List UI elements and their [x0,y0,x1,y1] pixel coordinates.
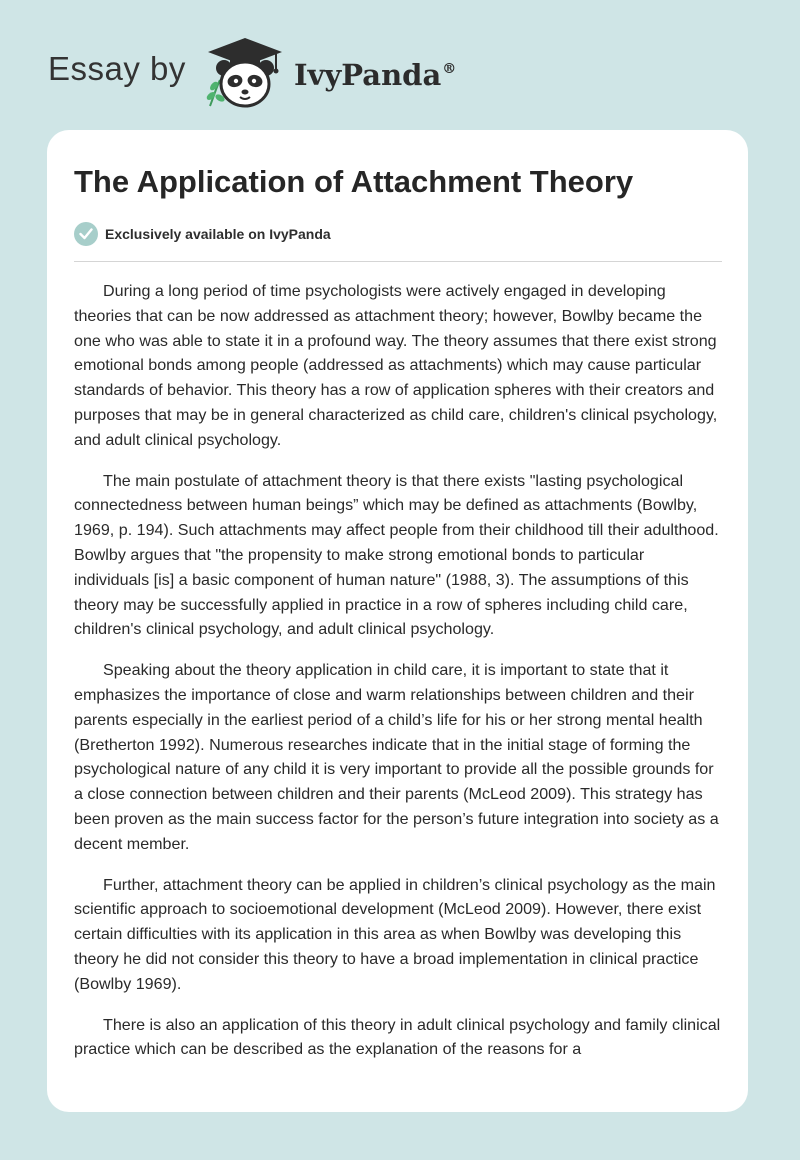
brand-name: IvyPanda® [294,58,457,92]
essay-card [47,130,748,1112]
paragraph: During a long period of time psychologists were actively engaged in developing theories that can be now addressed as attachment theory; however, Bowlby became the one who was able to state it in a profound way. The theory assumes that there exist strong emotional bonds among people (addressed as attachments) which may cause particular standards of behavior. This theory has a row of application spheres with their creators and purposes that may be in general characterized as child care, children's clinical psychology, and adult clinical psychology. [74,282,718,449]
essay-body [74,279,722,1078]
panda-graduate-icon [202,36,288,110]
registered-mark: ® [442,61,457,77]
brand-logo[interactable] [48,36,508,108]
paragraph: Further, attachment theory can be applied in children’s clinical psychology as the main scientific approach to socioemotional development (McLeod 2009). However, there exist certain difficulties with its application in this area as when Bowlby was developing this theory he did not consider this theory to have a broad implementation in clinical practice (Bowlby 1969). [74,875,716,993]
page-title: The Application of Attachment Theory [74,164,634,199]
paragraph: Speaking about the theory application in child care, it is important to state that it emphasizes the importance of close and warm relationships between children and their parents especially in the earliest period of a child’s life for his or her strong mental health (Bretherton 1992). Numerous researches indicate that in the initial stage of forming the psychological nature of any child it is very important to provide all the possible grounds for a close connection between children and their parents (McLeod 2009). This strategy has been proven as the main success factor for the person’s future integration into society as a decent member. [74,661,719,853]
exclusive-label: Exclusively available on IvyPanda [105,226,331,242]
check-icon [74,222,98,246]
divider [74,261,722,262]
paragraph: There is also an application of this theory in adult clinical psychology and family clinical practice which can be described as the explanation of the reasons for a [74,1015,721,1059]
paragraph: The main postulate of attachment theory is that there exists "lasting psychological connectedness between human beings” which may be defined as attachments (Bowlby, 1969, p. 194). Such attachments may affect people from their childhood till their adulthood. Bowlby argues that "the propensity to make strong emotional bonds to particular individuals [is] a basic component of human nature" (1988, 3). The assumptions of this theory may be successfully applied in practice in a row of spheres including child care, children's clinical psychology, and adult clinical psychology. [74,471,719,639]
essay-by-label: Essay by [48,50,186,87]
